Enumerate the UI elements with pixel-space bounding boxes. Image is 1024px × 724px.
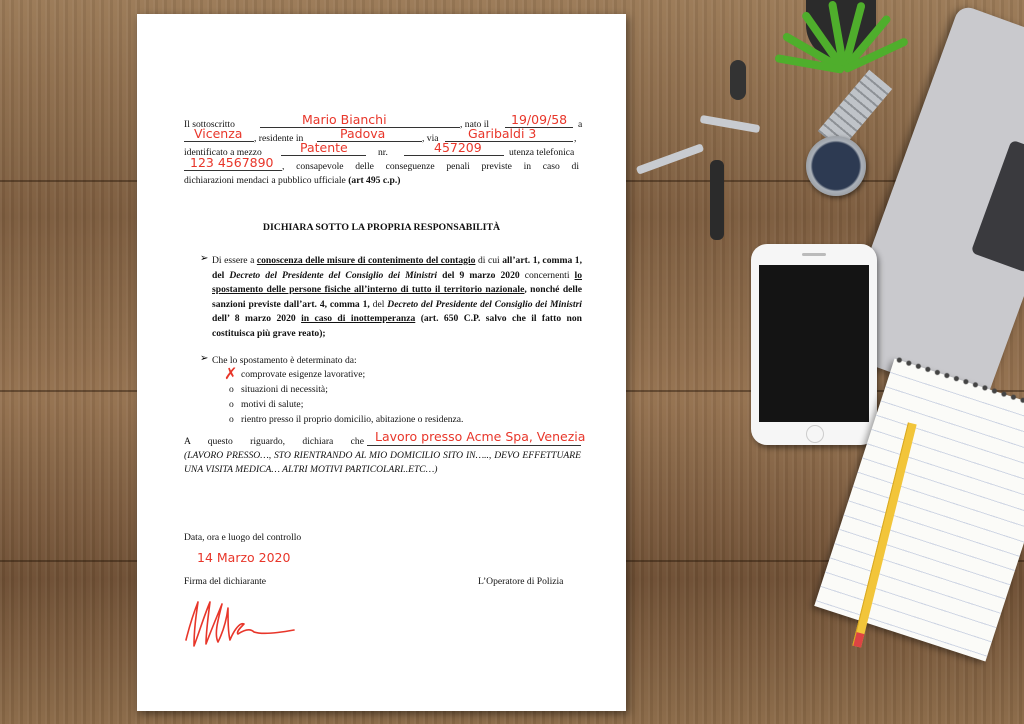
reason-label: A questo riguardo, dichiara che [184,436,364,447]
label-a: a [578,119,583,130]
wristwatch-icon [806,136,866,196]
radio-marker-icon[interactable]: o [229,414,234,425]
filled-street: Garibaldi 3 [468,126,537,141]
filled-id-number: 457209 [434,140,482,155]
filled-name: Mario Bianchi [302,112,387,127]
arrow-bullet-icon: ➢ [200,253,209,264]
filled-birth-date: 19/09/58 [511,112,568,127]
reason-hint: (LAVORO PRESSO…, STO RIENTRANDO AL MIO DOMICILIO SITO IN….., DEVO EFFETTUARE UNA VISITA MEDICA… ALTRI MOTIVI PARTICOLARI..ETC…) [184,450,581,475]
label-utenza: utenza telefonica [509,147,575,158]
reason-option[interactable]: rientro presso il proprio domicilio, abitazione o residenza. [241,414,464,425]
reasons-intro: Che lo spostamento è determinato da: [212,355,357,366]
label-nr: nr. [378,147,388,158]
label-identificato: identificato a mezzo [184,147,262,158]
underline-phone [184,170,282,171]
filled-residence: Padova [340,126,386,141]
underline-reason [367,445,581,446]
label-nato: , nato il [460,119,490,130]
radio-marker-icon[interactable]: o [229,399,234,410]
smartphone-icon [751,244,877,445]
underline-id-number [404,155,504,156]
handwritten-signature [182,594,302,654]
reason-option[interactable]: situazioni di necessità; [241,384,328,395]
operator-label: L’Operatore di Polizia [478,576,564,587]
self-declaration-form [137,14,626,711]
signature-label: Firma del dichiarante [184,576,267,587]
keys-icon [640,60,800,240]
label-comma: , [574,133,577,144]
page-heading: DICHIARA SOTTO LA PROPRIA RESPONSABILITÀ [262,222,501,233]
reason-option[interactable]: comprovate esigenze lavorative; [241,369,366,380]
radio-marker-icon[interactable]: o [229,384,234,395]
label-consapevole: , consapevole delle conseguenze penali previste in caso di [282,161,579,172]
date-place-label: Data, ora e luogo del controllo [184,532,302,543]
filled-phone: 123 4567890 [190,155,274,170]
reason-option[interactable]: motivi di salute; [241,399,304,410]
filled-id-type: Patente [300,140,348,155]
filled-reason: Lavoro presso Acme Spa, Venezia [375,429,586,444]
arrow-bullet-icon: ➢ [200,353,209,364]
check-mark-icon[interactable]: ✗ [224,364,238,383]
label-dichiarazioni: dichiarazioni mendaci a pubblico ufficiale (art 495 c.p.) [184,175,401,186]
label-residente: , residente in [254,133,304,144]
label-sottoscritto: Il sottoscritto [184,119,235,130]
underline-id-type [281,155,366,156]
filled-date-place: 14 Marzo 2020 [197,550,291,565]
filled-birth-place: Vicenza [194,126,243,141]
underline-birth-place [184,141,254,142]
label-via: , via [422,133,439,144]
declaration-paragraph: Di essere a conoscenza delle misure di contenimento del contagio di cui all’art. 1, comma 1, del Decreto del Presidente del Consiglio dei Ministri del 9 marzo 2020 concernenti lo spostamento delle persone fisiche all’interno di tutto il territorio nazionale, nonché delle sanzioni previste dall’art. 4, comma 1, del Decreto del Presidente del Consiglio dei Ministri dell’ 8 marzo 2020 in caso di inottemperanza (art. 650 C.P. salvo che il fatto non costituisca più grave reato); [212,255,583,339]
